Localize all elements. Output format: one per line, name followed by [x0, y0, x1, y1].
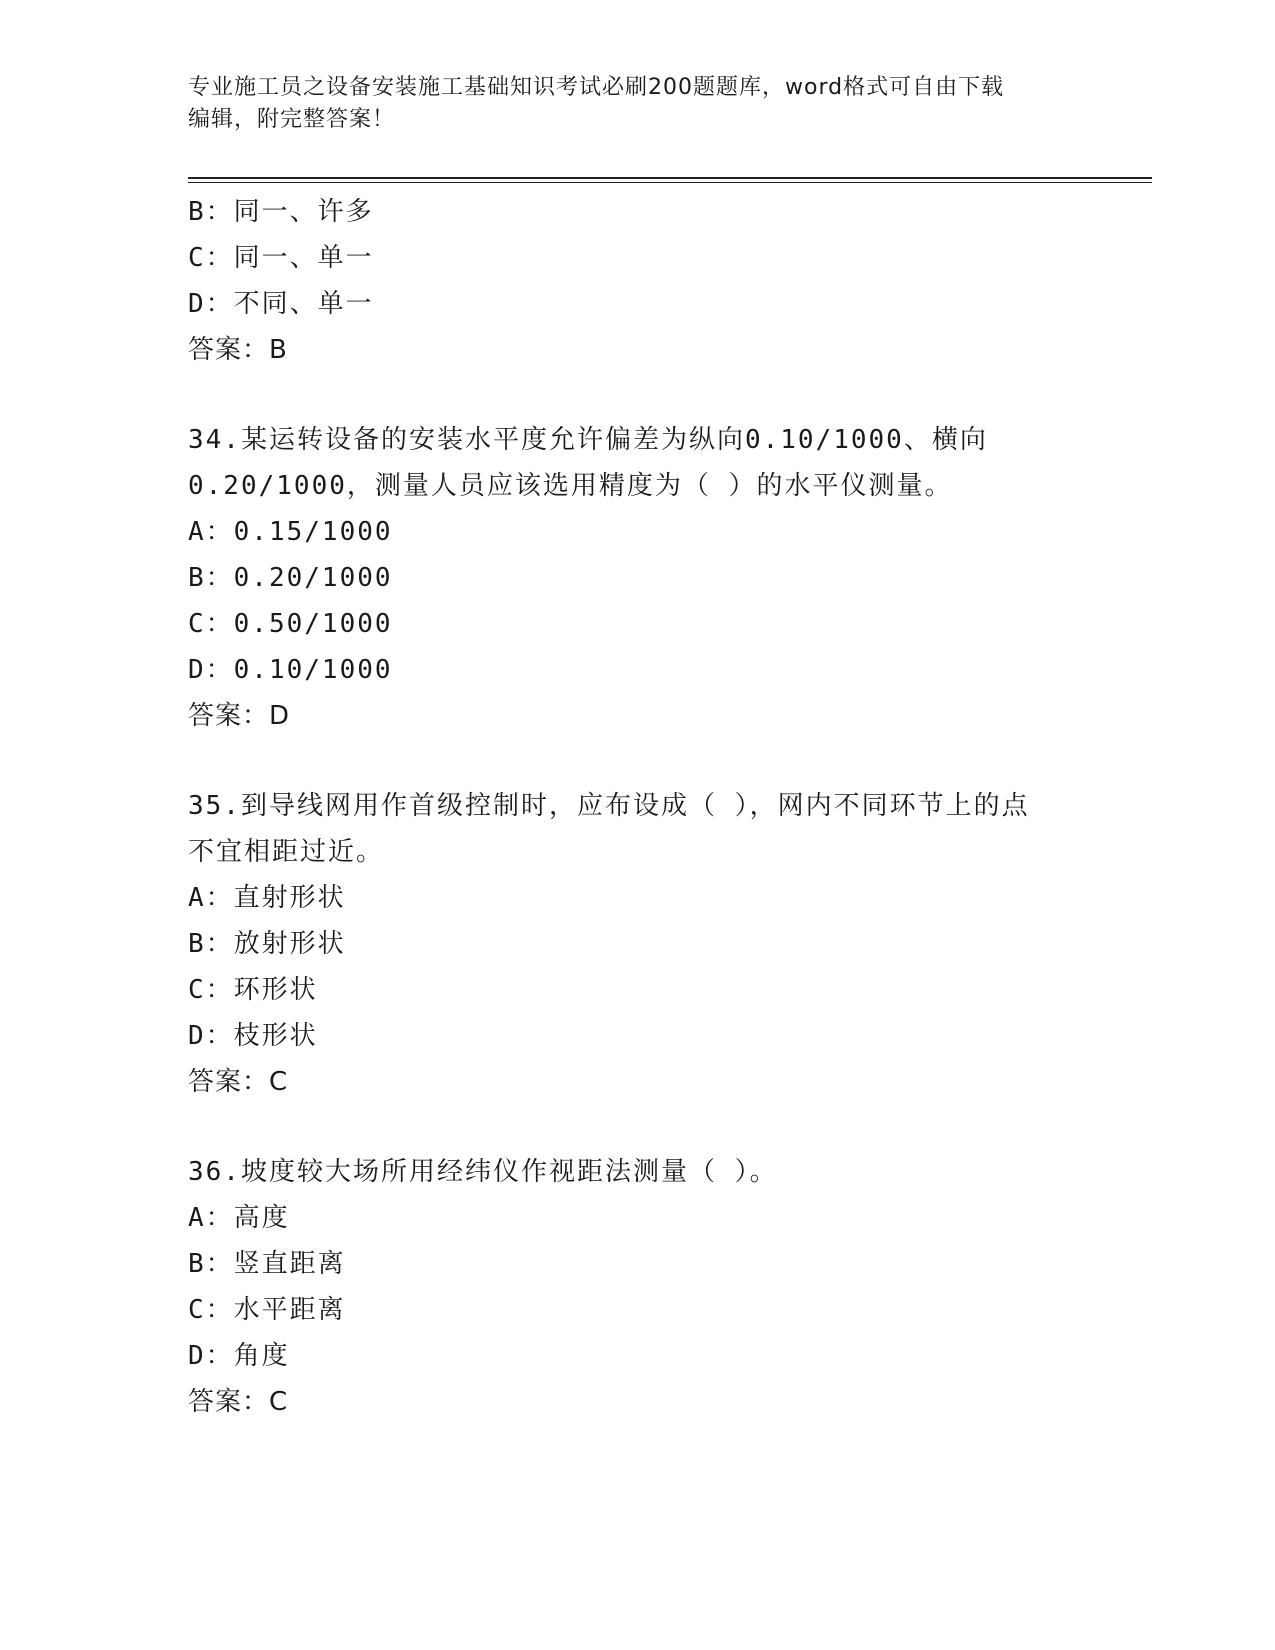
option-d: D：不同、单一 — [188, 289, 374, 319]
answer-line: 答案：C — [188, 1387, 289, 1417]
question-36 — [188, 1149, 1088, 1425]
option-a: A：高度 — [188, 1203, 290, 1233]
document-header — [188, 72, 1088, 136]
option-b: B：竖直距离 — [188, 1249, 346, 1279]
document-body — [188, 189, 1088, 1425]
option-a: A：直射形状 — [188, 883, 346, 913]
option-c: C：水平距离 — [188, 1295, 346, 1325]
header-line-2: 编辑，附完整答案！ — [188, 107, 396, 132]
header-divider-thick — [188, 177, 1152, 179]
option-b: B：同一、许多 — [188, 197, 374, 227]
question-stem-line: 35.到导线网用作首级控制时，应布设成（ ），网内不同环节上的点 — [188, 791, 1030, 821]
question-stem-line: 不宜相距过近。 — [188, 837, 385, 867]
option-d: D：0.10/1000 — [188, 655, 393, 685]
answer-line: 答案：C — [188, 1067, 289, 1097]
question-33-continued — [188, 189, 1088, 373]
option-c: C：0.50/1000 — [188, 609, 393, 639]
answer-line: 答案：B — [188, 335, 288, 365]
option-d: D：角度 — [188, 1341, 290, 1371]
header-line-1: 专业施工员之设备安装施工基础知识考试必刷200题题库，word格式可自由下载 — [188, 75, 1005, 100]
question-stem-line: 34.某运转设备的安装水平度允许偏差为纵向0.10/1000、横向 — [188, 425, 988, 455]
option-d: D：枝形状 — [188, 1021, 318, 1051]
option-c: C：环形状 — [188, 975, 318, 1005]
question-35 — [188, 783, 1088, 1105]
option-c: C：同一、单一 — [188, 243, 374, 273]
option-b: B：放射形状 — [188, 929, 346, 959]
question-stem-line: 36.坡度较大场所用经纬仪作视距法测量（ ）。 — [188, 1157, 778, 1187]
header-divider-thin — [188, 182, 1152, 183]
option-a: A：0.15/1000 — [188, 517, 393, 547]
question-stem-line: 0.20/1000，测量人员应该选用精度为（ ）的水平仪测量。 — [188, 471, 953, 501]
answer-line: 答案：D — [188, 701, 291, 731]
question-34 — [188, 417, 1088, 739]
option-b: B：0.20/1000 — [188, 563, 393, 593]
